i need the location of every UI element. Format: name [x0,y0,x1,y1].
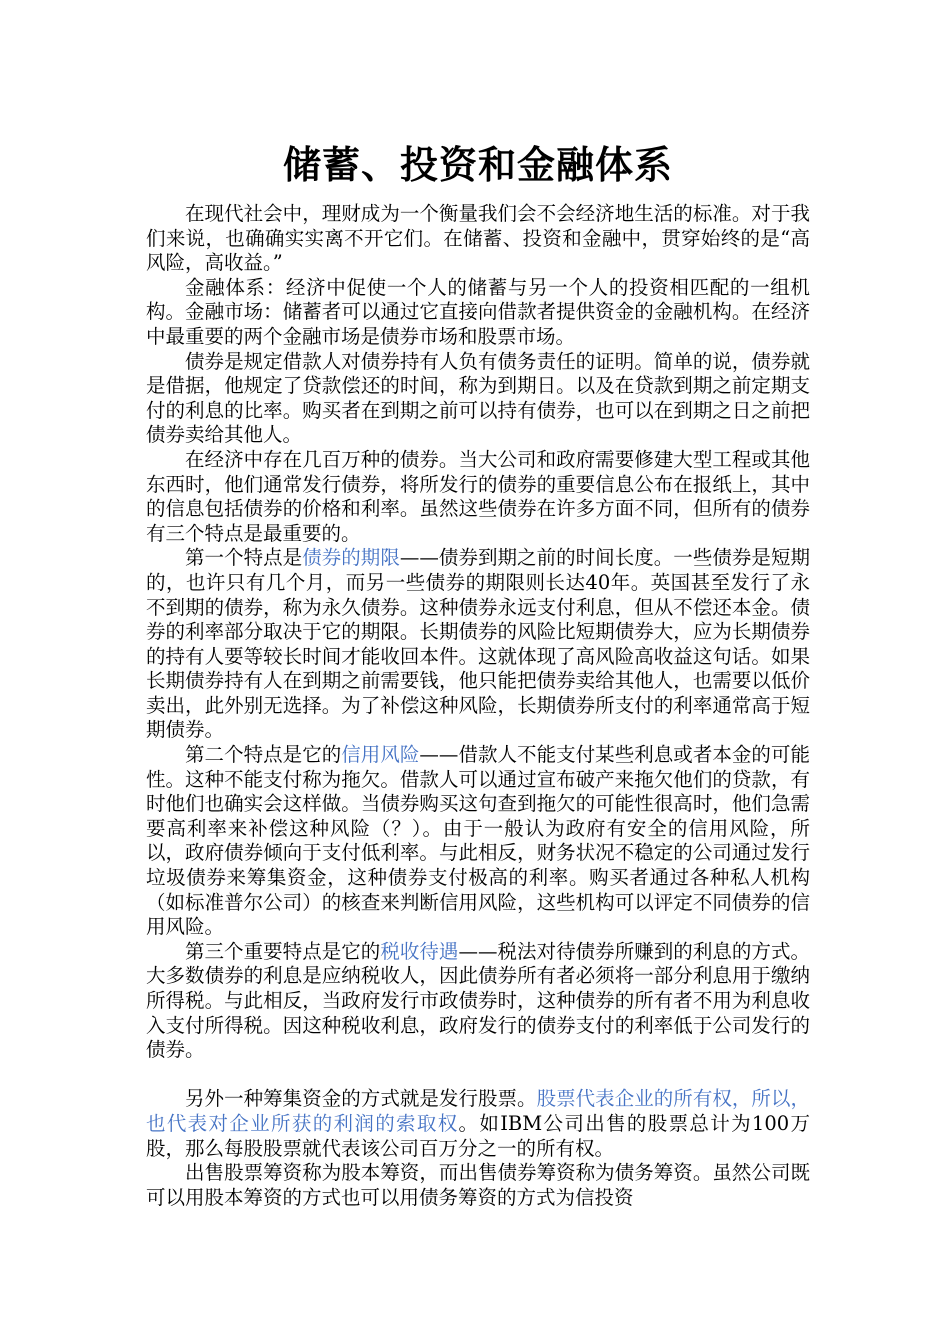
paragraph [146,448,810,546]
paragraph-text: ——债券到期之前的时间长度。一些债券是短期的，也许只有几个月，而另一些债券的期限则长达40年。英国甚至发行了永不到期的债券，称为永久债券。这种债券永远支付利息，但从不偿还本金。债券的利率部分取决于它的期限。长期债券的风险比短期债券大，应为长期债券的持有人要等较长时间才能收回本件。这就体现了高风险高收益这句话。如果长期债券持有人在到期之前需要钱，他只能把债券卖给其他人，也需要以低价卖出，此外别无选择。为了补偿这种风险，长期债券所支付的利率通常高于短期债券。 [146,546,810,742]
paragraph [146,350,810,448]
paragraph-text: 在现代社会中，理财成为一个衡量我们会不会经济地生活的标准。对于我们来说，也确确实实离不开它们。在储蓄、投资和金融中，贯穿始终的是“高风险，高收益。” [146,202,810,275]
paragraph [146,276,810,350]
paragraph-text: 在经济中存在几百万种的债券。当大公司和政府需要修建大型工程或其他东西时，他们通常发行债券，将所发行的债券的重要信息公布在报纸上，其中的信息包括债券的价格和利率。虽然这些债券在许多方面不同，但所有的债券有三个特点是最重要的。 [146,447,810,545]
highlighted-term: 信用风险 [341,743,420,767]
paragraph-text: 出售股票筹资称为股本筹资，而出售债券筹资称为债务筹资。虽然公司既可以用股本筹资的方式也可以用债务筹资的方式为信投资 [146,1161,810,1209]
paragraph-text: 第一个特点是 [185,546,303,570]
document-page [146,140,810,1210]
paragraph [146,940,810,1063]
document-body [146,202,810,1210]
paragraph-text: 债券是规定借款人对债券持有人负有债务责任的证明。简单的说，债券就是借据，他规定了贷款偿还的时间，称为到期日。以及在贷款到期之前定期支付的利息的比率。购买者在到期之前可以持有债券，也可以在到期之日之前把债券卖给其他人。 [146,349,810,447]
paragraph-text: ——借款人不能支付某些利息或者本金的可能性。这种不能支付称为拖欠。借款人可以通过宣布破产来拖欠他们的贷款，有时他们也确实会这样做。当债券购买这句查到拖欠的可能性很高时，他们急需要高利率来补偿这种风险（？）。由于一般认为政府有安全的信用风险，所以，政府债券倾向于支付低利率。与此相反，财务状况不稳定的公司通过发行垃圾债券来筹集资金，这种债券支付极高的利率。购买者通过各种私人机构（如标准普尔公司）的核查来判断信用风险，这些机构可以评定不同债券的信用风险。 [146,743,810,939]
paragraph-text: 第三个重要特点是它的 [185,939,381,963]
paragraph [146,546,810,743]
highlighted-term: 税收待遇 [380,939,459,963]
paragraph-gap [146,1063,810,1088]
paragraph [146,202,810,276]
paragraph-text: 金融体系：经济中促使一个人的储蓄与另一个人的投资相匹配的一组机构。金融市场：储蓄者可以通过它直接向借款者提供资金的金融机构。在经济中最重要的两个金融市场是债券市场和股票市场。 [146,275,810,348]
highlighted-term: 股票代表企业的所有权，所以，也代表对企业所获的利润的索取权 [146,1087,810,1135]
paragraph [146,1161,810,1210]
highlighted-term: 债券的期限 [302,546,400,570]
paragraph-text: 。如IBM公司出售的股票总计为100万股，那么每股股票就代表该公司百万分之一的所有权。 [146,1111,810,1160]
paragraph [146,743,810,940]
paragraph-text: 另外一种筹集资金的方式就是发行股票。 [185,1087,537,1111]
page-title: 储蓄、投资和金融体系 [282,143,673,187]
paragraph [146,1087,810,1161]
paragraph-text: ——税法对待债券所赚到的利息的方式。大多数债券的利息是应纳税收人，因此债券所有者必须将一部分利息用于缴纳所得税。与此相反，当政府发行市政债券时，这种债券的所有者不用为利息收入支付所得税。因这种税收利息，政府发行的债券支付的利率低于公司发行的债券。 [146,939,810,1062]
paragraph-text: 第二个特点是它的 [185,743,342,767]
